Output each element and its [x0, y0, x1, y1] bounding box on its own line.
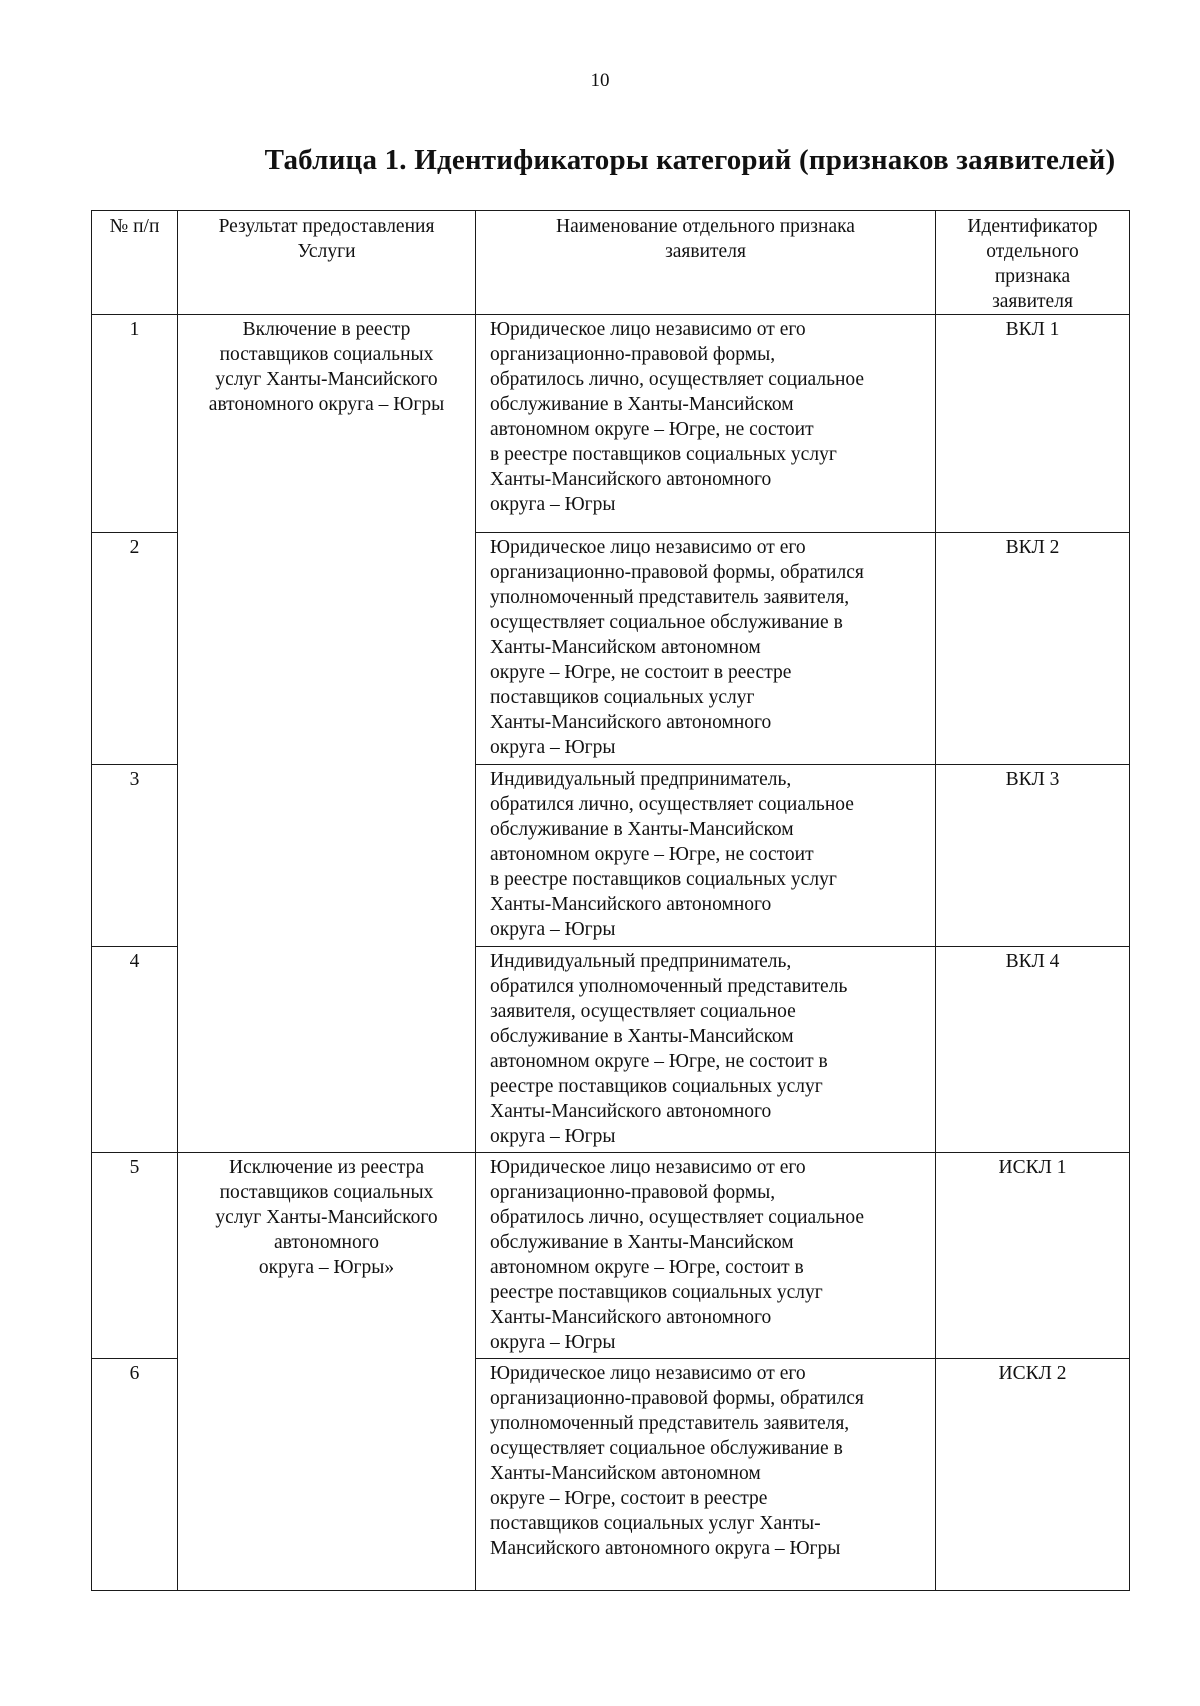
row-number: 1	[92, 315, 178, 533]
header-ident-line: Идентификатор	[967, 216, 1098, 237]
name-line: уполномоченный представитель заявителя,	[490, 1413, 850, 1434]
table-header-row	[92, 211, 1130, 315]
result-line: Включение в реестр	[242, 319, 411, 340]
name-line: автономном округе – Югре, не состоит в	[490, 1051, 828, 1072]
row-number: 3	[92, 765, 178, 947]
name-line: заявителя, осуществляет социальное	[490, 1001, 796, 1022]
name-line: обслуживание в Ханты-Мансийском	[490, 819, 794, 840]
header-name	[476, 211, 936, 315]
result-cell-exclusion	[178, 1153, 476, 1591]
header-result	[178, 211, 476, 315]
name-line: округа – Югры	[490, 1126, 616, 1147]
result-cell-inclusion	[178, 315, 476, 1153]
header-ident	[936, 211, 1130, 315]
result-line: автономного	[274, 1232, 379, 1253]
name-line: в реестре поставщиков социальных услуг	[490, 444, 837, 465]
name-line: Юридическое лицо независимо от его	[490, 1363, 806, 1384]
identifier-code: ВКЛ 4	[936, 947, 1130, 1153]
name-line: автономном округе – Югре, состоит в	[490, 1257, 804, 1278]
header-name-line: заявителя	[665, 241, 746, 262]
result-line: автономного округа – Югры	[208, 394, 445, 415]
name-line: округа – Югры	[490, 1332, 616, 1353]
table-row	[92, 1153, 1130, 1359]
header-name-line: Наименование отдельного признака	[556, 216, 855, 237]
name-line: организационно-правовой формы, обратился	[490, 562, 864, 583]
name-line: Индивидуальный предприниматель,	[490, 951, 792, 972]
name-line: округе – Югре, не состоит в реестре	[490, 662, 792, 683]
applicant-feature-name	[476, 1153, 936, 1359]
name-line: округа – Югры	[490, 737, 616, 758]
row-number: 6	[92, 1359, 178, 1591]
identifier-code: ИСКЛ 1	[936, 1153, 1130, 1359]
name-line: Мансийского автономного округа – Югры	[490, 1538, 841, 1559]
name-line: обратилось лично, осуществляет социальное	[490, 1207, 865, 1228]
name-line: Индивидуальный предприниматель,	[490, 769, 792, 790]
header-result-line: Услуги	[297, 241, 356, 262]
name-line: округа – Югры	[490, 494, 616, 515]
header-ident-line: отдельного	[986, 241, 1079, 262]
name-line: Ханты-Мансийском автономном	[490, 1463, 761, 1484]
identifiers-table	[91, 210, 1130, 1591]
result-line: Исключение из реестра	[228, 1157, 424, 1178]
row-number: 2	[92, 533, 178, 765]
name-line: округа – Югры	[490, 919, 616, 940]
header-result-line: Результат предоставления	[218, 216, 435, 237]
name-line: Ханты-Мансийского автономного	[490, 894, 772, 915]
name-line: Ханты-Мансийского автономного	[490, 712, 772, 733]
identifier-code: ИСКЛ 2	[936, 1359, 1130, 1591]
name-line: организационно-правовой формы,	[490, 344, 776, 365]
identifier-code: ВКЛ 1	[936, 315, 1130, 533]
name-line: обслуживание в Ханты-Мансийском	[490, 394, 794, 415]
name-line: автономном округе – Югре, не состоит	[490, 844, 814, 865]
result-line: округа – Югры»	[258, 1257, 395, 1278]
header-ident-line: заявителя	[992, 291, 1073, 312]
name-line: Ханты-Мансийского автономного	[490, 1307, 772, 1328]
result-line: поставщиков социальных	[219, 1182, 434, 1203]
name-line: Юридическое лицо независимо от его	[490, 319, 806, 340]
result-line: услуг Ханты-Мансийского	[215, 369, 438, 390]
table-row	[92, 315, 1130, 533]
row-number: 4	[92, 947, 178, 1153]
header-ident-line: признака	[994, 266, 1071, 287]
name-line: организационно-правовой формы,	[490, 1182, 776, 1203]
name-line: Юридическое лицо независимо от его	[490, 537, 806, 558]
applicant-feature-name	[476, 765, 936, 947]
identifier-code: ВКЛ 3	[936, 765, 1130, 947]
identifier-code: ВКЛ 2	[936, 533, 1130, 765]
applicant-feature-name	[476, 1359, 936, 1591]
name-line: поставщиков социальных услуг	[490, 687, 755, 708]
name-line: организационно-правовой формы, обратился	[490, 1388, 864, 1409]
row-number: 5	[92, 1153, 178, 1359]
name-line: осуществляет социальное обслуживание в	[490, 1438, 843, 1459]
name-line: реестре поставщиков социальных услуг	[490, 1282, 823, 1303]
name-line: обратилось лично, осуществляет социальное	[490, 369, 865, 390]
result-line: услуг Ханты-Мансийского	[215, 1207, 438, 1228]
name-line: Ханты-Мансийского автономного	[490, 1101, 772, 1122]
name-line: уполномоченный представитель заявителя,	[490, 587, 850, 608]
name-line: округе – Югре, состоит в реестре	[490, 1488, 768, 1509]
name-line: Юридическое лицо независимо от его	[490, 1157, 806, 1178]
applicant-feature-name	[476, 947, 936, 1153]
name-line: обратился уполномоченный представитель	[490, 976, 848, 997]
name-line: реестре поставщиков социальных услуг	[490, 1076, 823, 1097]
name-line: обратился лично, осуществляет социальное	[490, 794, 854, 815]
name-line: Ханты-Мансийского автономного	[490, 469, 772, 490]
applicant-feature-name	[476, 533, 936, 765]
name-line: осуществляет социальное обслуживание в	[490, 612, 843, 633]
name-line: обслуживание в Ханты-Мансийском	[490, 1026, 794, 1047]
applicant-feature-name	[476, 315, 936, 533]
page-number: 10	[590, 70, 610, 91]
name-line: в реестре поставщиков социальных услуг	[490, 869, 837, 890]
result-line: поставщиков социальных	[219, 344, 434, 365]
name-line: обслуживание в Ханты-Мансийском	[490, 1232, 794, 1253]
name-line: Ханты-Мансийском автономном	[490, 637, 761, 658]
name-line: поставщиков социальных услуг Ханты-	[490, 1513, 821, 1534]
name-line: автономном округе – Югре, не состоит	[490, 419, 814, 440]
header-num: № п/п	[92, 211, 178, 315]
page-title: Таблица 1. Идентификаторы категорий (признаков заявителей)	[264, 144, 1116, 176]
